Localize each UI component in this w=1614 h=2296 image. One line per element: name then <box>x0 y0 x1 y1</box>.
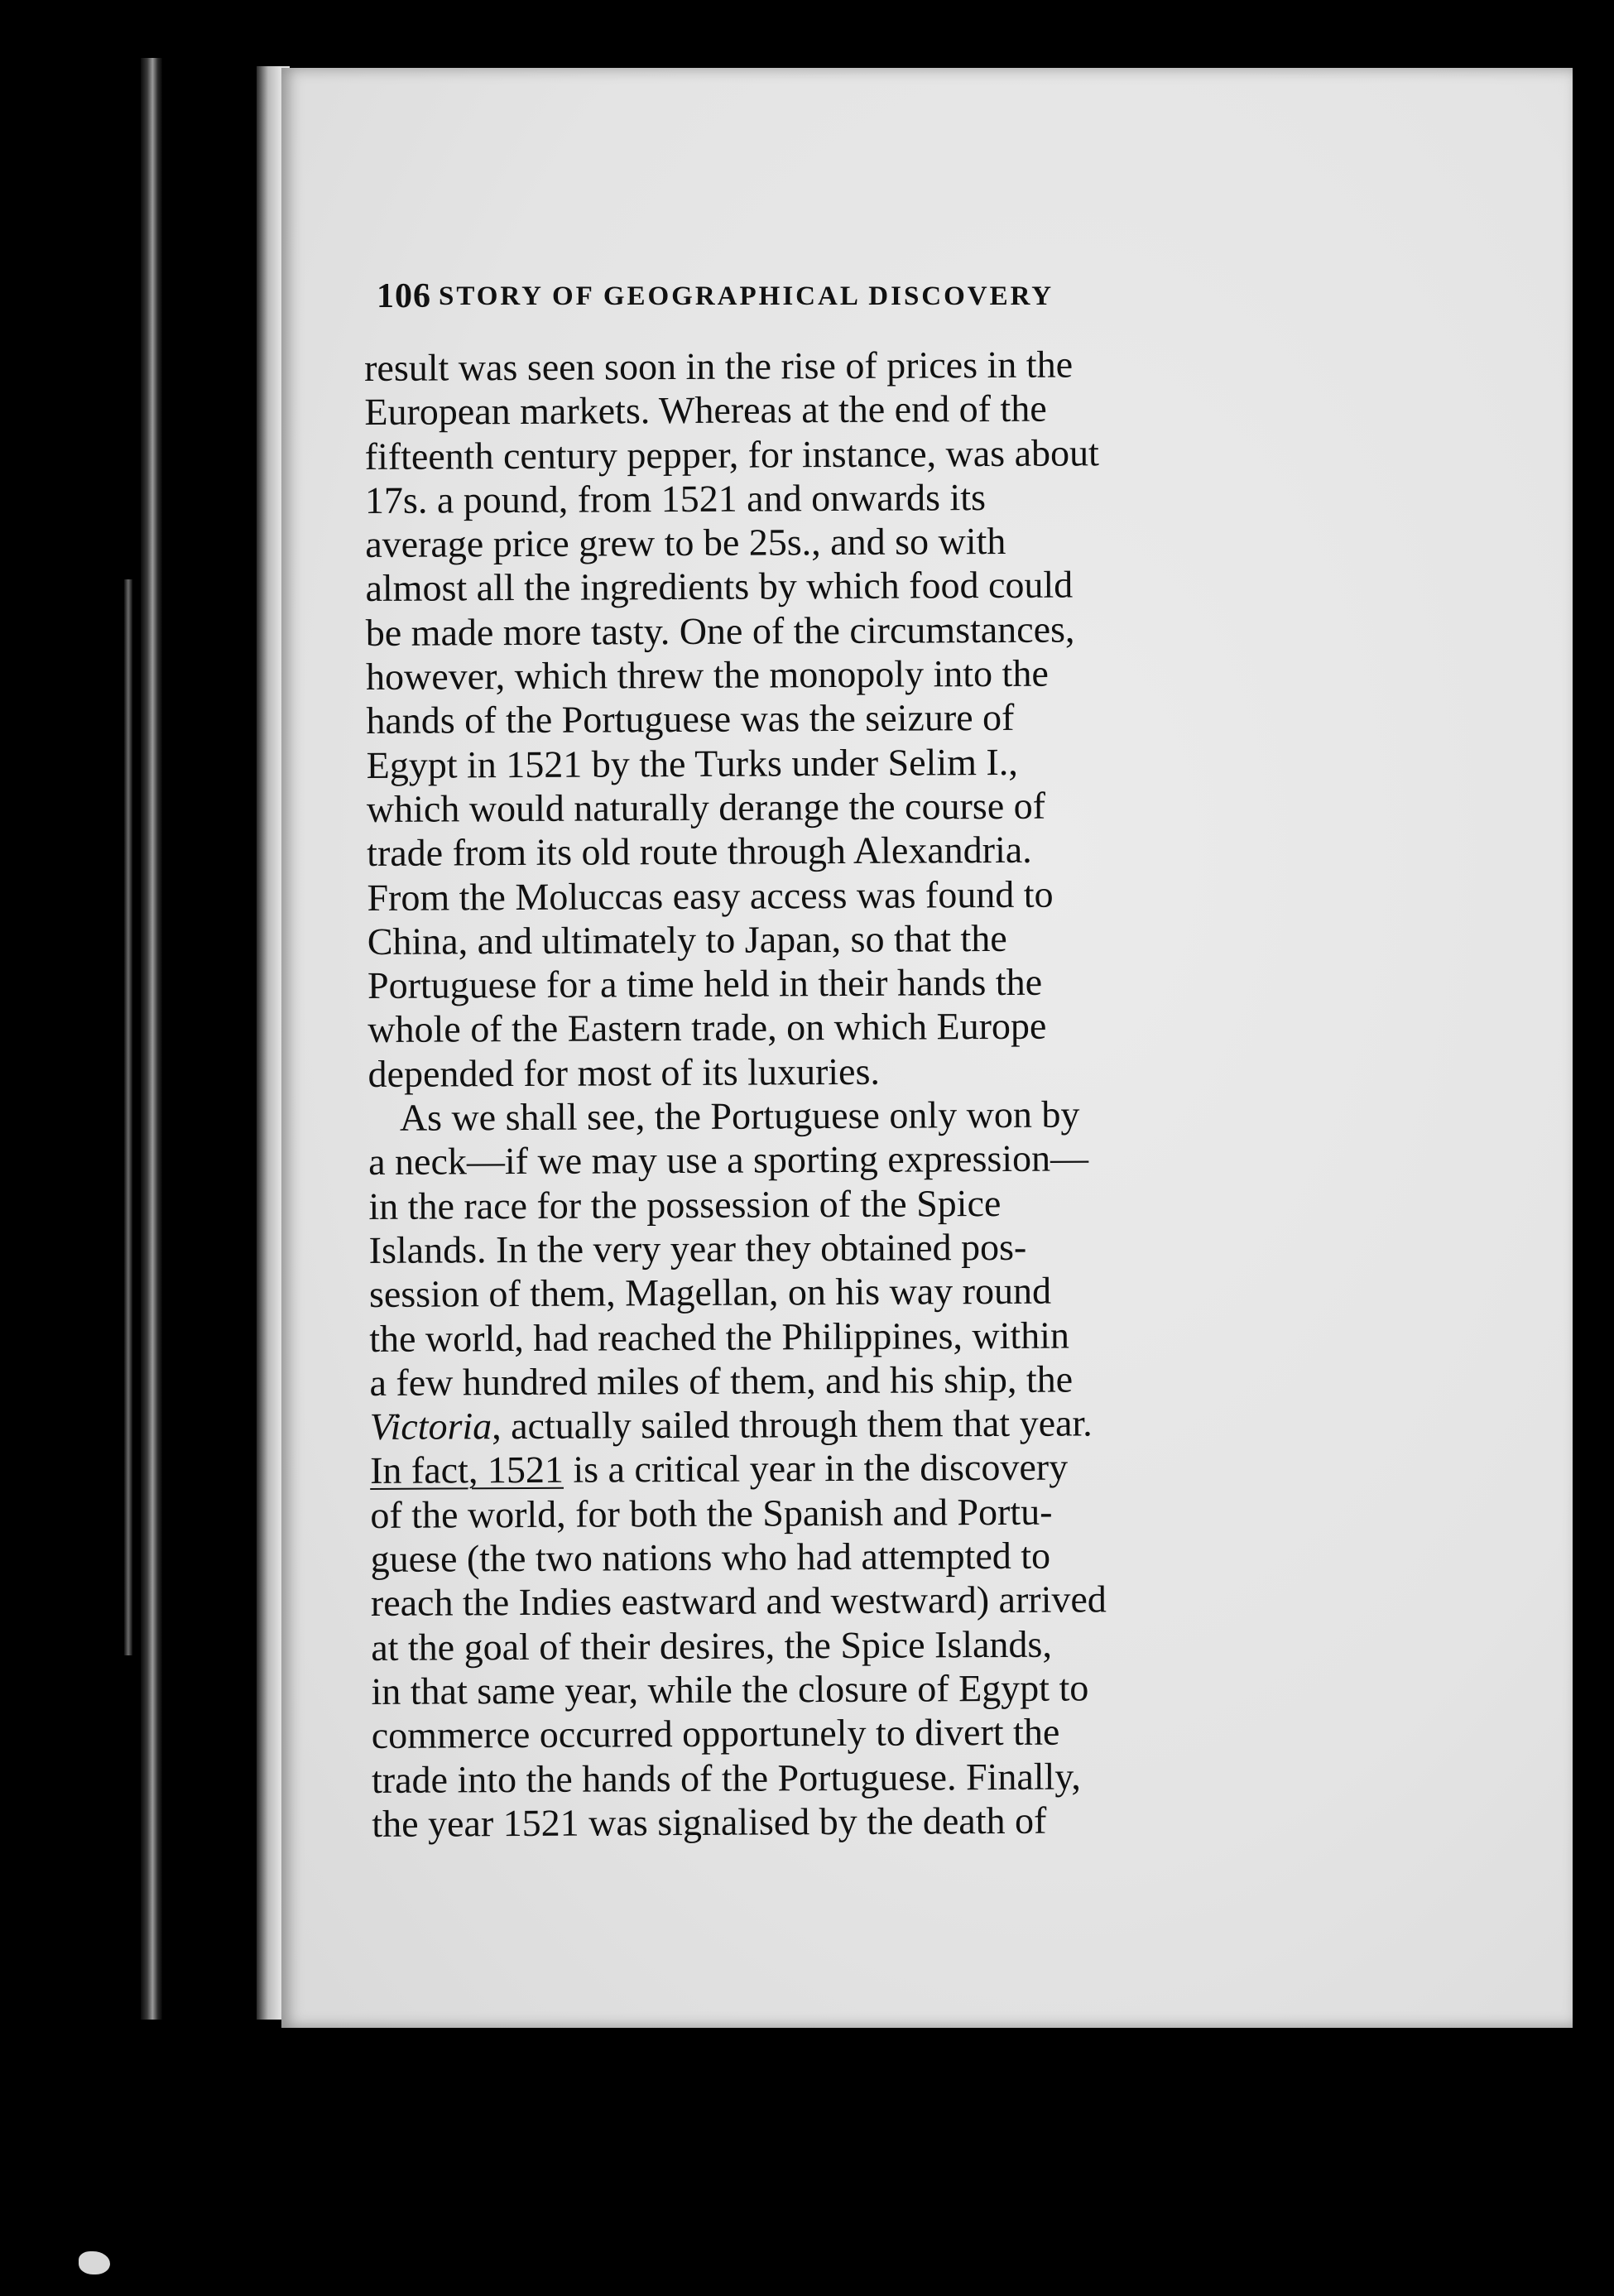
text-line: the world, had reached the Philippines, within <box>369 1314 1070 1360</box>
text-line-rest: , actually sailed through them that year. <box>492 1401 1093 1448</box>
underlined-phrase: In fact, 1521 <box>369 1448 564 1492</box>
text-line: From the Moluccas easy access was found to <box>367 872 1054 919</box>
text-line: fifteenth century pepper, for instance, was about <box>364 430 1099 478</box>
text-line: commerce occurred opportunely to divert the <box>371 1710 1060 1757</box>
ship-name: Victoria <box>369 1405 492 1448</box>
text-line: guese (the two nations who had attempted to <box>370 1534 1051 1580</box>
text-line: whole of the Eastern trade, on which Europe <box>367 1005 1047 1051</box>
text-line: depended for most of its luxuries. <box>367 1050 881 1095</box>
text-line: a neck—if we may use a sporting expression— <box>368 1136 1089 1184</box>
text-line: Egypt in 1521 by the Turks under Selim I., <box>366 740 1018 786</box>
text-line <box>370 1443 1529 1493</box>
text-line: at the goal of their desires, the Spice Islands, <box>371 1622 1053 1669</box>
text-line: of the world, for both the Spanish and Portu- <box>370 1490 1053 1536</box>
text-line: a few hundred miles of them, and his ship, the <box>369 1357 1074 1404</box>
text-line: the year 1521 was signalised by the death of <box>372 1799 1047 1845</box>
page-header <box>377 276 1469 326</box>
text-line: in the race for the possession of the Spice <box>368 1181 1002 1227</box>
book-spine <box>141 58 162 2020</box>
text-line: trade from its old route through Alexandria. <box>367 829 1032 875</box>
text-line: result was seen soon in the rise of prices in the <box>364 343 1074 389</box>
text-line: trade into the hands of the Portuguese. Finally, <box>371 1754 1081 1801</box>
text-line: reach the Indies eastward and westward) arrived <box>370 1578 1107 1625</box>
text-line <box>370 1399 1529 1449</box>
text-line: be made more tasty. One of the circumstances, <box>365 608 1075 654</box>
text-line: almost all the ingredients by which food could <box>365 564 1074 610</box>
scan-artifact <box>79 2251 110 2274</box>
text-line-rest: is a critical year in the discovery <box>563 1445 1069 1491</box>
running-head: STORY OF GEOGRAPHICAL DISCOVERY <box>439 281 1054 311</box>
text-line: in that same year, while the closure of Egypt to <box>371 1666 1089 1712</box>
text-line: 17s. a pound, from 1521 and onwards its <box>364 475 987 521</box>
text-line: Islands. In the very year they obtained pos- <box>368 1225 1027 1271</box>
text-line: Portuguese for a time held in their hands the <box>367 960 1043 1007</box>
text-line: China, and ultimately to Japan, so that the <box>367 916 1007 963</box>
text-line: session of them, Magellan, on his way round <box>368 1269 1052 1316</box>
text-line: which would naturally derange the course of <box>366 784 1046 830</box>
text-line: hands of the Portuguese was the seizure of <box>366 696 1015 742</box>
text-line: European markets. Whereas at the end of the <box>364 387 1047 434</box>
text-line: average price grew to be 25s., and so with <box>365 520 1006 566</box>
page-number: 106 <box>377 277 431 315</box>
text-line: As we shall see, the Portuguese only won by <box>399 1093 1080 1139</box>
book-edge-shadow <box>124 579 132 1655</box>
text-line: however, which threw the monopoly into the <box>365 651 1049 699</box>
body-text <box>364 340 1530 1846</box>
